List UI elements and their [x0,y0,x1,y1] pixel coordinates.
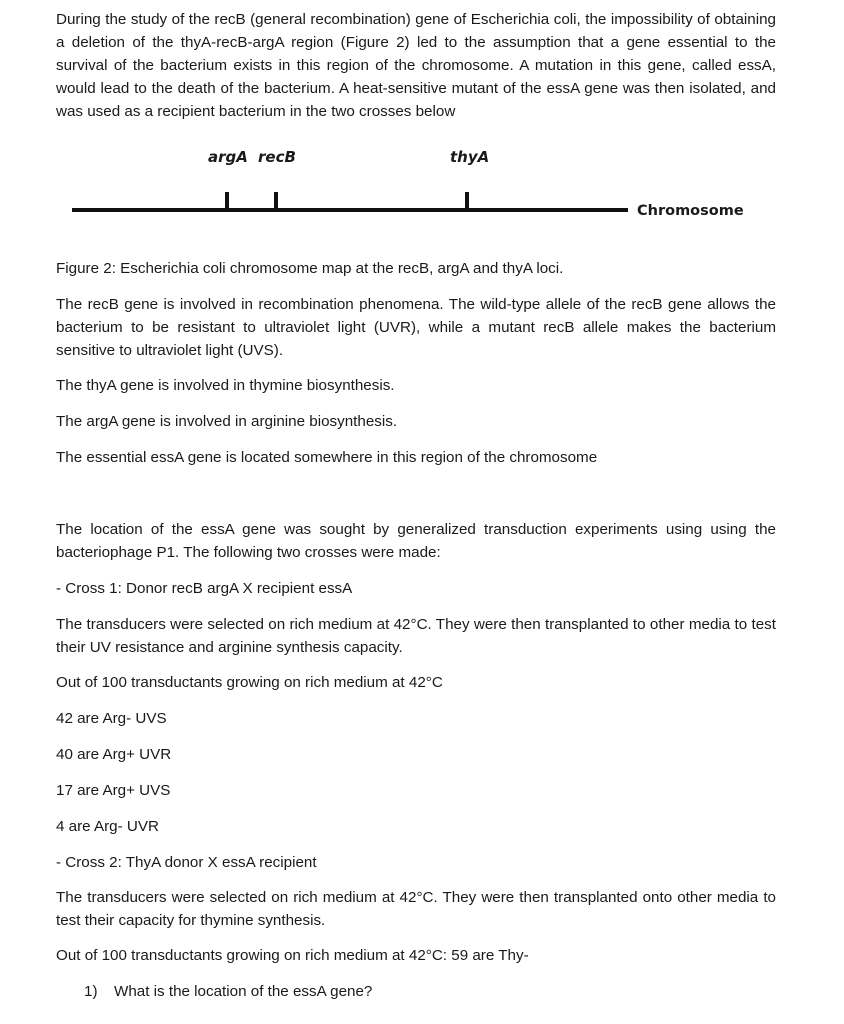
cross1-result: 42 are Arg- UVS [56,710,167,727]
cross1-result: 17 are Arg+ UVS [56,782,171,799]
cross2-summary: Out of 100 transductants growing on rich medium at 42°C: 59 are Thy- [56,947,529,964]
cross2-selection: The transducers were selected on rich medium at 42°C. They were then transplanted onto other media to test their capacity for thymine synthesis. [56,889,776,929]
locus-tick-thyA [465,192,469,210]
chromosome-diagram [0,140,844,250]
question-number: 1) [84,983,98,1000]
intro-paragraph: During the study of the recB (general recombination) gene of Escherichia coli, the impossibility of obtaining a deletion of the thyA-recB-argA region (Figure 2) led to the assumption that a gene essential to the survival of the bacterium exists in this region of the chromosome. A mutation in this gene, called essA, would lead to the death of the bacterium. A heat-sensitive mutant of the essA gene was then isolated, and was used as a recipient bacterium in the two crosses below [56,11,776,120]
cross1-result: 4 are Arg- UVR [56,818,159,835]
cross1-selection: The transducers were selected on rich medium at 42°C. They were then transplanted to other media to test their UV resistance and arginine synthesis capacity. [56,616,776,656]
locus-tick-argA [225,192,229,210]
question-text: What is the location of the essA gene? [114,983,373,1000]
chromosome-label: Chromosome [637,203,744,219]
recb-paragraph: The recB gene is involved in recombination phenomena. The wild-type allele of the recB gene allows the bacterium to be resistant to ultraviolet light (UVR), while a mutant recB allele makes the bacterium sensitive to ultraviolet light (UVS). [56,296,776,359]
chromosome-map [0,140,844,250]
thya-paragraph: The thyA gene is involved in thymine biosynthesis. [56,377,395,394]
arga-paragraph: The argA gene is involved in arginine biosynthesis. [56,413,398,430]
cross2-title: - Cross 2: ThyA donor X essA recipient [56,854,317,871]
locus-tick-recB [274,192,278,210]
chromosome-line [72,208,628,212]
cross1-summary: Out of 100 transductants growing on rich medium at 42°C [56,674,443,691]
essa-paragraph: The essential essA gene is located somewhere in this region of the chromosome [56,449,598,466]
cross1-title: - Cross 1: Donor recB argA X recipient essA [56,580,353,597]
cross1-result: 40 are Arg+ UVR [56,746,172,763]
gene-label-argA: argA [208,148,248,166]
gene-label-thyA: thyA [450,148,490,166]
gene-label-recB: recB [258,148,296,166]
question-1 [84,980,372,1003]
location-paragraph: The location of the essA gene was sought by generalized transduction experiments using using the bacteriophage P1. The following two crosses were made: [56,521,776,561]
figure-caption: Figure 2: Escherichia coli chromosome map at the recB, argA and thyA loci. [56,260,564,277]
